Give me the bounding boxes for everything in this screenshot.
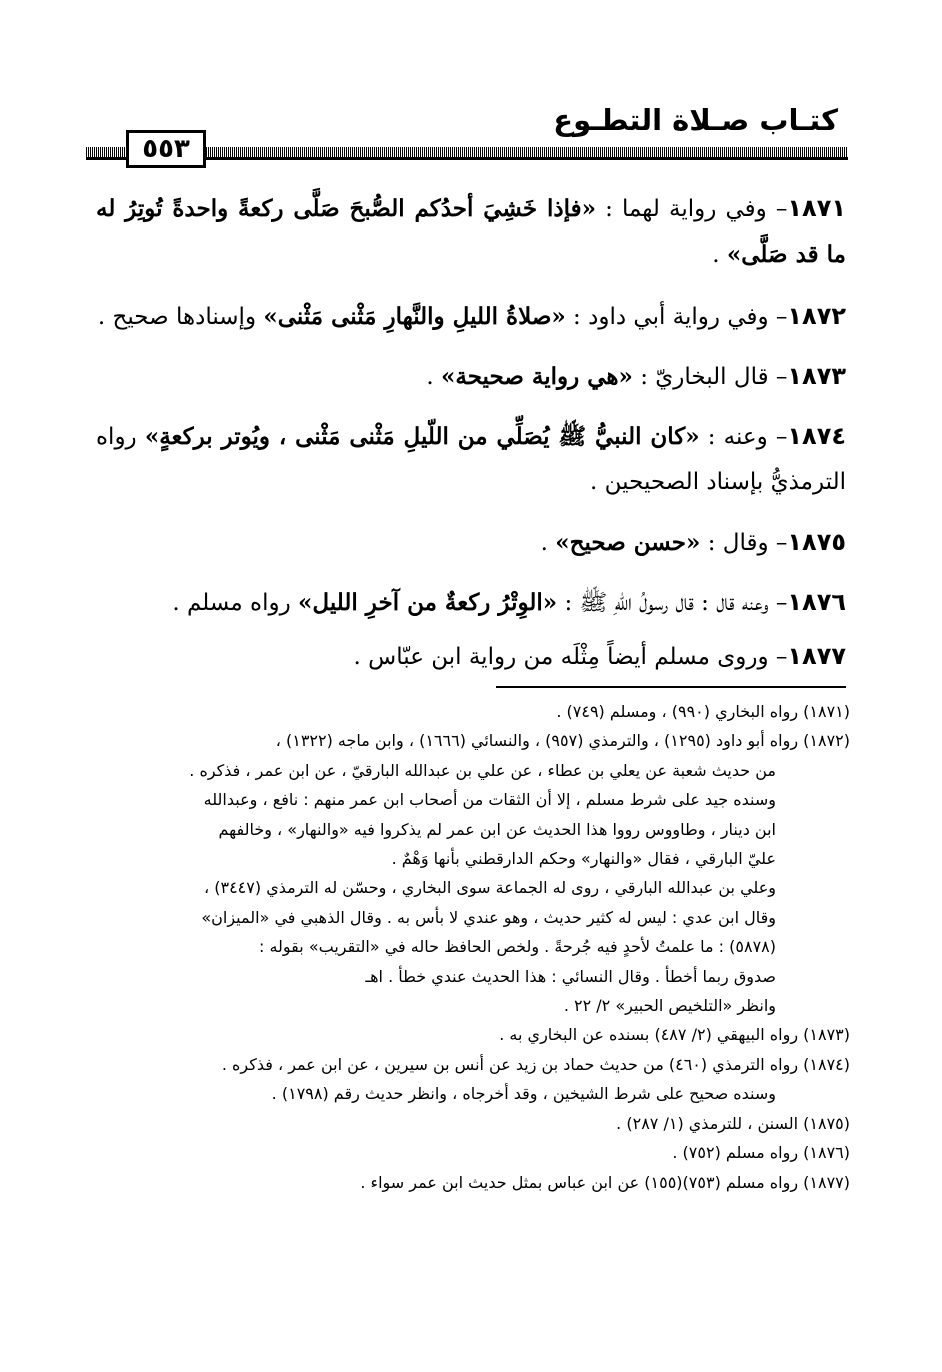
hadith-tail: .	[540, 530, 556, 556]
footnote-line: (١٨٧٥) السنن ، للترمذي (١/ ٢٨٧) .	[616, 1113, 850, 1133]
footnote-line: وعلي بن عبدالله البارقي ، روى له الجماعة سوى البخاري ، وحسّن له الترمذي (٣٤٤٧) ،	[203, 878, 776, 898]
footnote-line: (١٨٧٢) رواه أبو داود (١٢٩٥) ، والترمذي (٩٥٧) ، والنسائي (١٦٦٦) ، وابن ماجه (١٣٢٢) ،	[275, 731, 850, 751]
hadith-intro: – وعنه :	[699, 424, 788, 450]
book-title: كتـاب صـلاة التطـوع	[553, 103, 838, 137]
hadith-1877	[96, 634, 846, 680]
footnotes	[92, 697, 850, 1197]
footnote-line: وسنده صحيح على شرط الشيخين ، وقد أخرجاه ، وانظر حديث رقم (١٧٩٨) .	[271, 1084, 776, 1104]
hadith-tail: وإسنادها صحيح .	[97, 304, 264, 330]
footnote-line: (١٨٧٣) رواه البيهقي (٢/ ٤٨٧) بسنده عن البخاري به .	[499, 1025, 850, 1045]
footnote-line: وانظر «التلخيص الحبير» ٢/ ٢٢ .	[563, 996, 776, 1016]
hadith-1876	[96, 580, 846, 626]
hadith-tail: رواه مسلم .	[172, 590, 299, 616]
footnote-line: عليّ البارقي ، فقال «والنهار» وحكم الدارقطني بأنها وَهْمٌ .	[391, 849, 776, 869]
hadith-intro: – وقال :	[700, 530, 788, 556]
page-header	[86, 100, 848, 172]
hadith-number: ١٨٧٣	[787, 362, 846, 390]
page-number: ٥٥٣	[126, 130, 206, 168]
hadith-number: ١٨٧٦	[787, 588, 846, 616]
hadith-tail: رواه الترمذيُّ بإسناد الصحيحين .	[96, 424, 846, 495]
hadith-1871	[96, 186, 846, 278]
footnote-line: ابن دينار ، وطاووس رووا هذا الحديث عن ابن عمر لم يذكروا فيه «والنهار» ، وخالفهم	[218, 819, 776, 839]
hadith-intro: – وفي رواية لهما :	[595, 196, 788, 222]
hadith-quote: «حسن صحيح»	[555, 529, 701, 556]
footnote-line: (٥٨٧٨) : ما علمتُ لأحدٍ فيه جُرحةً . ولخص الحافظ حاله في «التقريب» بقوله :	[258, 937, 776, 957]
hadith-quote: «صلاةُ الليلِ والنَّهارِ مَثْنى مَثْنى»	[263, 303, 566, 330]
footnote-line: صدوق ربما أخطأ . وقال النسائي : هذا الحديث عندي خطأ . اهـ	[365, 966, 776, 986]
footnote-line: من حديث شعبة عن يعلي بن عطاء ، عن علي بن عبدالله البارقيّ ، عن ابن عمر ، فذكره .	[189, 760, 776, 780]
footnote-separator	[496, 686, 846, 688]
hadith-quote: «الوِتْرُ ركعةٌ من آخرِ الليل»	[298, 589, 558, 616]
hadith-1874	[96, 414, 846, 505]
footnote-line: وسنده جيد على شرط مسلم ، إلا أن الثقات من أصحاب ابن عمر منهم : نافع ، وعبدالله	[203, 790, 776, 810]
hadith-tail: .	[712, 242, 727, 268]
footnote-line: (١٨٧١) رواه البخاري (٩٩٠) ، ومسلم (٧٤٩) .	[556, 702, 850, 721]
footnote-line: وقال ابن عدي : ليس له كثير حديث ، وهو عندي لا بأس به . وقال الذهبي في «الميزان»	[201, 907, 776, 927]
hadith-quote: «كان النبيُّ ﷺ يُصَلِّي من اللّيلِ مَثْنى مَثْنى ، ويُوتر بركعةٍ»	[144, 423, 700, 450]
hadith-quote: «هي رواية صحيحة»	[440, 363, 633, 390]
hadith-quote: «فإذا خَشِيَ أحدُكم الصُّبحَ صَلَّى ركعةً واحدةً تُوتِرُ له ما قد صَلَّى»	[96, 195, 846, 268]
hadith-intro: – وروى مسلم أيضاً مِثْلَه من رواية ابن عبّاس .	[353, 644, 788, 670]
hadith-intro: – قال البخاريّ :	[632, 364, 788, 390]
hadith-number: ١٨٧١	[787, 194, 846, 222]
footnote-line: (١٨٧٦) رواه مسلم (٧٥٢) .	[672, 1143, 850, 1163]
hadith-number: ١٨٧٤	[787, 422, 846, 450]
hadith-tail: .	[426, 364, 441, 390]
hadith-1875	[96, 520, 846, 566]
hadith-number: ١٨٧٢	[787, 302, 846, 330]
footnote-line: (١٨٧٤) رواه الترمذي (٤٦٠) من حديث حماد بن زيد عن أنس بن سيرين ، عن ابن عمر ، فذكره .	[221, 1054, 850, 1074]
footnote-line: (١٨٧٧) رواه مسلم (٧٥٣)(١٥٥) عن ابن عباس بمثل حديث ابن عمر سواء .	[360, 1172, 850, 1192]
hadith-number: ١٨٧٧	[787, 642, 846, 670]
hadith-1873	[96, 354, 846, 400]
hadith-1872	[96, 294, 846, 340]
hadith-number: ١٨٧٥	[787, 528, 846, 556]
hadith-intro: – وعنه قال : قال رسولُ اللهِ ﷺ :	[557, 590, 788, 616]
hadith-intro: – وفي رواية أبي داود :	[565, 304, 788, 330]
